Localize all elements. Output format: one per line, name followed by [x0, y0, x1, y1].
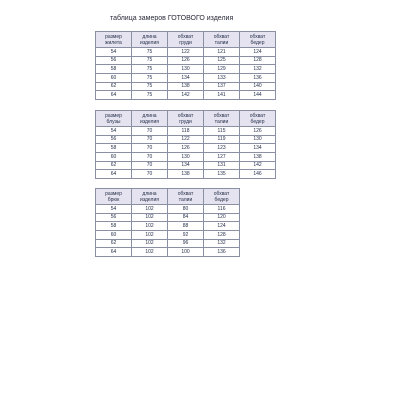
table-cell: 102 [132, 222, 168, 231]
table-cell: 102 [132, 248, 168, 257]
table-cell: 54 [96, 205, 132, 214]
table-cell: 56 [96, 56, 132, 65]
column-header-line: размер [105, 33, 122, 40]
table-cell: 138 [168, 170, 204, 179]
table-cell: 126 [240, 127, 276, 136]
table-cell: 80 [168, 205, 204, 214]
table-row [96, 222, 240, 231]
table-cell: 130 [168, 65, 204, 74]
table-cell: 135 [204, 170, 240, 179]
column-header-line: обхват [213, 33, 230, 40]
column-header-line: длина [142, 190, 157, 197]
table-cell: 144 [240, 91, 276, 100]
table-cell: 136 [204, 248, 240, 257]
column-header-line: брюк [107, 196, 120, 203]
table-cell: 62 [96, 239, 132, 248]
table-cell: 96 [168, 239, 204, 248]
table-cell: 62 [96, 161, 132, 170]
table-row [96, 56, 276, 65]
table-cell: 75 [132, 48, 168, 57]
table-cell: 64 [96, 170, 132, 179]
table-cell: 133 [204, 74, 240, 83]
column-header [132, 32, 168, 48]
column-header [132, 189, 168, 205]
column-header [204, 32, 240, 48]
table-cell: 130 [168, 153, 204, 162]
table-row [96, 82, 276, 91]
table-cell: 54 [96, 127, 132, 136]
table-cell: 70 [132, 144, 168, 153]
table-cell: 102 [132, 213, 168, 222]
table-cell: 129 [204, 65, 240, 74]
table-cell: 60 [96, 231, 132, 240]
table-cell: 116 [204, 205, 240, 214]
column-header-line: размер [105, 190, 122, 197]
table-cell: 64 [96, 91, 132, 100]
table-cell: 70 [132, 127, 168, 136]
table-cell: 140 [240, 82, 276, 91]
header-row [96, 32, 276, 48]
table-cell: 130 [240, 135, 276, 144]
table-cell: 132 [204, 239, 240, 248]
column-header-line: длина [142, 33, 157, 40]
table-cell: 126 [168, 144, 204, 153]
column-header-line: талии [214, 118, 229, 125]
column-header [96, 32, 132, 48]
column-header [168, 189, 204, 205]
column-header-line: блузы [106, 118, 121, 125]
table-cell: 142 [240, 161, 276, 170]
table-cell: 102 [132, 239, 168, 248]
table-cell: 75 [132, 91, 168, 100]
table-cell: 132 [240, 65, 276, 74]
vest-measurements-table [95, 31, 276, 100]
column-header [96, 189, 132, 205]
table-cell: 54 [96, 48, 132, 57]
table-row [96, 48, 276, 57]
column-header-line: талии [178, 196, 193, 203]
table-cell: 122 [168, 48, 204, 57]
table-cell: 115 [204, 127, 240, 136]
table-row [96, 170, 276, 179]
column-header-line: бедер [250, 118, 265, 125]
table-cell: 102 [132, 231, 168, 240]
column-header-line: обхват [177, 112, 194, 119]
header-row [96, 111, 276, 127]
table-cell: 134 [168, 74, 204, 83]
table-cell: 146 [240, 170, 276, 179]
table-cell: 62 [96, 82, 132, 91]
table-cell: 58 [96, 144, 132, 153]
table-cell: 84 [168, 213, 204, 222]
table-cell: 128 [240, 56, 276, 65]
table-cell: 134 [168, 161, 204, 170]
table-cell: 60 [96, 153, 132, 162]
table-row [96, 239, 240, 248]
column-header [204, 189, 240, 205]
table-row [96, 144, 276, 153]
table-row [96, 127, 276, 136]
column-header-line: обхват [213, 112, 230, 119]
table-cell: 75 [132, 82, 168, 91]
column-header-line: обхват [177, 33, 194, 40]
table-cell: 138 [240, 153, 276, 162]
column-header-line: размер [105, 112, 122, 119]
table-cell: 102 [132, 205, 168, 214]
column-header-line: изделия [140, 118, 159, 125]
document-title: таблица замеров ГОТОВОГО изделия [110, 15, 234, 22]
table-cell: 60 [96, 74, 132, 83]
table-cell: 92 [168, 231, 204, 240]
table-cell: 75 [132, 56, 168, 65]
table-cell: 121 [204, 48, 240, 57]
column-header-line: обхват [249, 112, 266, 119]
table-cell: 56 [96, 213, 132, 222]
table-cell: 58 [96, 65, 132, 74]
column-header [96, 111, 132, 127]
table-cell: 75 [132, 65, 168, 74]
column-header-line: бедер [214, 196, 229, 203]
table-cell: 70 [132, 153, 168, 162]
table-cell: 142 [168, 91, 204, 100]
table-cell: 123 [204, 144, 240, 153]
column-header-line: груди [179, 39, 192, 46]
table-cell: 120 [204, 213, 240, 222]
table-cell: 118 [168, 127, 204, 136]
table-row [96, 248, 240, 257]
column-header [132, 111, 168, 127]
trousers-measurements-table [95, 188, 240, 257]
table-cell: 128 [204, 231, 240, 240]
column-header-line: обхват [213, 190, 230, 197]
table-cell: 56 [96, 135, 132, 144]
column-header-line: изделия [140, 196, 159, 203]
table-row [96, 74, 276, 83]
table-cell: 124 [204, 222, 240, 231]
table-cell: 70 [132, 161, 168, 170]
table-cell: 141 [204, 91, 240, 100]
column-header [168, 32, 204, 48]
column-header [204, 111, 240, 127]
table-cell: 100 [168, 248, 204, 257]
table-cell: 88 [168, 222, 204, 231]
table-row [96, 161, 276, 170]
column-header-line: груди [179, 118, 192, 125]
table-cell: 64 [96, 248, 132, 257]
table-cell: 119 [204, 135, 240, 144]
column-header-line: обхват [249, 33, 266, 40]
table-cell: 131 [204, 161, 240, 170]
table-cell: 137 [204, 82, 240, 91]
table-row [96, 213, 240, 222]
table-row [96, 135, 276, 144]
column-header-line: длина [142, 112, 157, 119]
table-cell: 124 [240, 48, 276, 57]
table-cell: 125 [204, 56, 240, 65]
table-cell: 75 [132, 74, 168, 83]
table-cell: 70 [132, 135, 168, 144]
column-header-line: бедер [250, 39, 265, 46]
table-row [96, 65, 276, 74]
table-cell: 136 [240, 74, 276, 83]
table-row [96, 153, 276, 162]
table-cell: 134 [240, 144, 276, 153]
column-header [240, 111, 276, 127]
column-header [240, 32, 276, 48]
blouse-measurements-table [95, 110, 276, 179]
column-header [168, 111, 204, 127]
table-cell: 126 [168, 56, 204, 65]
table-cell: 127 [204, 153, 240, 162]
header-row [96, 189, 240, 205]
column-header-line: жилета [105, 39, 122, 46]
column-header-line: талии [214, 39, 229, 46]
column-header-line: изделия [140, 39, 159, 46]
table-row [96, 231, 240, 240]
table-cell: 122 [168, 135, 204, 144]
table-row [96, 91, 276, 100]
column-header-line: обхват [177, 190, 194, 197]
table-cell: 138 [168, 82, 204, 91]
table-cell: 58 [96, 222, 132, 231]
table-cell: 70 [132, 170, 168, 179]
table-row [96, 205, 240, 214]
